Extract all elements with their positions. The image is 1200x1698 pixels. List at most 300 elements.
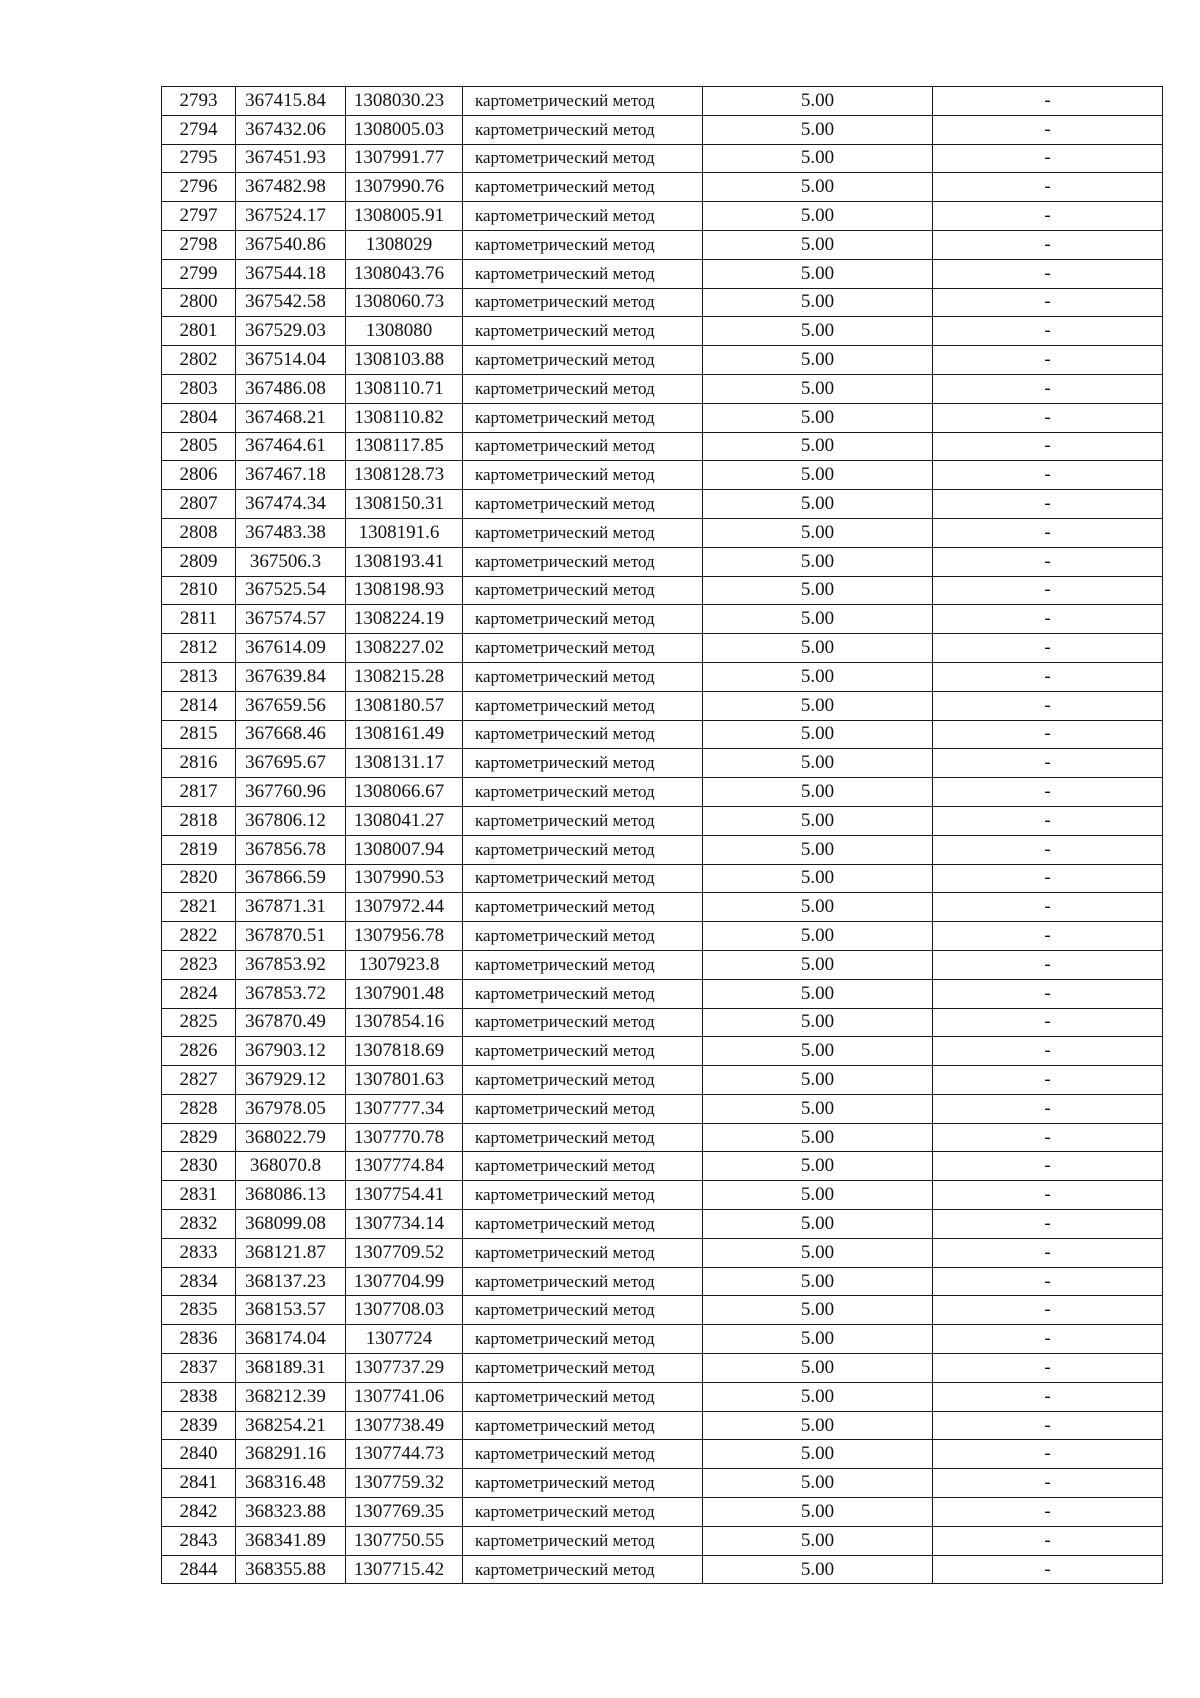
x-coordinate-cell: 367432.06 [236,115,346,144]
x-coordinate-cell: 367542.58 [236,288,346,317]
x-coordinate-cell: 368355.88 [236,1555,346,1584]
y-coordinate-cell: 1308030.23 [346,87,463,116]
x-coordinate-cell: 367659.56 [236,691,346,720]
table-row [162,317,1163,346]
x-coordinate-cell: 367524.17 [236,202,346,231]
y-coordinate-cell: 1307923.8 [346,950,463,979]
point-number-cell: 2812 [162,634,236,663]
point-number-cell: 2814 [162,691,236,720]
method-cell: картометрический метод [463,173,703,202]
description-cell: - [933,864,1163,893]
y-coordinate-cell: 1307777.34 [346,1094,463,1123]
accuracy-cell: 5.00 [703,1210,933,1239]
method-cell: картометрический метод [463,547,703,576]
point-number-cell: 2804 [162,403,236,432]
accuracy-cell: 5.00 [703,1037,933,1066]
x-coordinate-cell: 368086.13 [236,1181,346,1210]
x-coordinate-cell: 367486.08 [236,374,346,403]
x-coordinate-cell: 368153.57 [236,1296,346,1325]
description-cell: - [933,1325,1163,1354]
method-cell: картометрический метод [463,1037,703,1066]
point-number-cell: 2824 [162,979,236,1008]
table-row [162,490,1163,519]
point-number-cell: 2802 [162,346,236,375]
y-coordinate-cell: 1307972.44 [346,893,463,922]
y-coordinate-cell: 1308191.6 [346,518,463,547]
point-number-cell: 2836 [162,1325,236,1354]
table-row [162,1008,1163,1037]
point-number-cell: 2794 [162,115,236,144]
y-coordinate-cell: 1307704.99 [346,1267,463,1296]
accuracy-cell: 5.00 [703,432,933,461]
description-cell: - [933,230,1163,259]
table-row [162,1181,1163,1210]
accuracy-cell: 5.00 [703,87,933,116]
description-cell: - [933,662,1163,691]
point-number-cell: 2803 [162,374,236,403]
x-coordinate-cell: 367467.18 [236,461,346,490]
table-row [162,950,1163,979]
x-coordinate-cell: 368099.08 [236,1210,346,1239]
table-row [162,202,1163,231]
table-row [162,518,1163,547]
accuracy-cell: 5.00 [703,173,933,202]
method-cell: картометрический метод [463,374,703,403]
y-coordinate-cell: 1307709.52 [346,1238,463,1267]
description-cell: - [933,634,1163,663]
point-number-cell: 2828 [162,1094,236,1123]
x-coordinate-cell: 367806.12 [236,806,346,835]
table-row [162,230,1163,259]
description-cell: - [933,893,1163,922]
method-cell: картометрический метод [463,576,703,605]
x-coordinate-cell: 367574.57 [236,605,346,634]
description-cell: - [933,173,1163,202]
description-cell: - [933,317,1163,346]
accuracy-cell: 5.00 [703,634,933,663]
point-number-cell: 2796 [162,173,236,202]
table-row [162,1037,1163,1066]
accuracy-cell: 5.00 [703,576,933,605]
point-number-cell: 2844 [162,1555,236,1584]
y-coordinate-cell: 1307991.77 [346,144,463,173]
method-cell: картометрический метод [463,461,703,490]
accuracy-cell: 5.00 [703,1008,933,1037]
table-row [162,576,1163,605]
table-row [162,259,1163,288]
description-cell: - [933,547,1163,576]
x-coordinate-cell: 368254.21 [236,1411,346,1440]
table-row [162,1325,1163,1354]
description-cell: - [933,749,1163,778]
x-coordinate-cell: 367760.96 [236,778,346,807]
description-cell: - [933,374,1163,403]
x-coordinate-cell: 367866.59 [236,864,346,893]
method-cell: картометрический метод [463,893,703,922]
table-row [162,720,1163,749]
accuracy-cell: 5.00 [703,691,933,720]
y-coordinate-cell: 1307738.49 [346,1411,463,1440]
method-cell: картометрический метод [463,1094,703,1123]
accuracy-cell: 5.00 [703,1123,933,1152]
method-cell: картометрический метод [463,1382,703,1411]
accuracy-cell: 5.00 [703,1066,933,1095]
point-number-cell: 2822 [162,922,236,951]
description-cell: - [933,1440,1163,1469]
x-coordinate-cell: 368174.04 [236,1325,346,1354]
description-cell: - [933,576,1163,605]
accuracy-cell: 5.00 [703,778,933,807]
point-number-cell: 2810 [162,576,236,605]
point-number-cell: 2835 [162,1296,236,1325]
description-cell: - [933,1210,1163,1239]
x-coordinate-cell: 367468.21 [236,403,346,432]
y-coordinate-cell: 1307744.73 [346,1440,463,1469]
method-cell: картометрический метод [463,922,703,951]
x-coordinate-cell: 368341.89 [236,1526,346,1555]
method-cell: картометрический метод [463,346,703,375]
x-coordinate-cell: 367929.12 [236,1066,346,1095]
accuracy-cell: 5.00 [703,1325,933,1354]
accuracy-cell: 5.00 [703,144,933,173]
method-cell: картометрический метод [463,259,703,288]
x-coordinate-cell: 367506.3 [236,547,346,576]
accuracy-cell: 5.00 [703,518,933,547]
description-cell: - [933,518,1163,547]
x-coordinate-cell: 367853.92 [236,950,346,979]
accuracy-cell: 5.00 [703,1411,933,1440]
description-cell: - [933,115,1163,144]
point-number-cell: 2793 [162,87,236,116]
description-cell: - [933,979,1163,1008]
table-row [162,1152,1163,1181]
accuracy-cell: 5.00 [703,605,933,634]
table-row [162,1296,1163,1325]
coordinates-table [161,86,1163,1584]
accuracy-cell: 5.00 [703,979,933,1008]
description-cell: - [933,950,1163,979]
y-coordinate-cell: 1308110.82 [346,403,463,432]
x-coordinate-cell: 367464.61 [236,432,346,461]
accuracy-cell: 5.00 [703,317,933,346]
description-cell: - [933,1152,1163,1181]
accuracy-cell: 5.00 [703,1440,933,1469]
description-cell: - [933,346,1163,375]
point-number-cell: 2823 [162,950,236,979]
x-coordinate-cell: 367525.54 [236,576,346,605]
table-row [162,346,1163,375]
x-coordinate-cell: 368189.31 [236,1354,346,1383]
accuracy-cell: 5.00 [703,1267,933,1296]
y-coordinate-cell: 1307715.42 [346,1555,463,1584]
table-row [162,662,1163,691]
y-coordinate-cell: 1307724 [346,1325,463,1354]
table-row [162,1411,1163,1440]
y-coordinate-cell: 1307801.63 [346,1066,463,1095]
x-coordinate-cell: 368323.88 [236,1498,346,1527]
accuracy-cell: 5.00 [703,1555,933,1584]
y-coordinate-cell: 1307708.03 [346,1296,463,1325]
description-cell: - [933,1296,1163,1325]
method-cell: картометрический метод [463,1354,703,1383]
accuracy-cell: 5.00 [703,461,933,490]
point-number-cell: 2821 [162,893,236,922]
description-cell: - [933,605,1163,634]
accuracy-cell: 5.00 [703,922,933,951]
x-coordinate-cell: 367415.84 [236,87,346,116]
x-coordinate-cell: 368070.8 [236,1152,346,1181]
method-cell: картометрический метод [463,1123,703,1152]
method-cell: картометрический метод [463,1411,703,1440]
method-cell: картометрический метод [463,1555,703,1584]
y-coordinate-cell: 1307759.32 [346,1469,463,1498]
table-row [162,432,1163,461]
point-number-cell: 2834 [162,1267,236,1296]
point-number-cell: 2801 [162,317,236,346]
table-row [162,1354,1163,1383]
accuracy-cell: 5.00 [703,1469,933,1498]
point-number-cell: 2819 [162,835,236,864]
table-row [162,893,1163,922]
table-row [162,547,1163,576]
table-row [162,403,1163,432]
method-cell: картометрический метод [463,144,703,173]
x-coordinate-cell: 367870.49 [236,1008,346,1037]
description-cell: - [933,461,1163,490]
point-number-cell: 2829 [162,1123,236,1152]
method-cell: картометрический метод [463,1152,703,1181]
accuracy-cell: 5.00 [703,1238,933,1267]
description-cell: - [933,259,1163,288]
description-cell: - [933,1181,1163,1210]
accuracy-cell: 5.00 [703,1094,933,1123]
x-coordinate-cell: 368022.79 [236,1123,346,1152]
description-cell: - [933,778,1163,807]
method-cell: картометрический метод [463,403,703,432]
table-row [162,864,1163,893]
description-cell: - [933,922,1163,951]
method-cell: картометрический метод [463,1440,703,1469]
table-row [162,1267,1163,1296]
x-coordinate-cell: 367482.98 [236,173,346,202]
description-cell: - [933,1469,1163,1498]
description-cell: - [933,720,1163,749]
method-cell: картометрический метод [463,1210,703,1239]
y-coordinate-cell: 1308110.71 [346,374,463,403]
y-coordinate-cell: 1308161.49 [346,720,463,749]
y-coordinate-cell: 1308224.19 [346,605,463,634]
point-number-cell: 2830 [162,1152,236,1181]
y-coordinate-cell: 1307769.35 [346,1498,463,1527]
y-coordinate-cell: 1307737.29 [346,1354,463,1383]
table-row [162,115,1163,144]
x-coordinate-cell: 368212.39 [236,1382,346,1411]
table-row [162,778,1163,807]
point-number-cell: 2843 [162,1526,236,1555]
point-number-cell: 2841 [162,1469,236,1498]
y-coordinate-cell: 1307754.41 [346,1181,463,1210]
table-row [162,1094,1163,1123]
accuracy-cell: 5.00 [703,374,933,403]
table-row [162,1498,1163,1527]
description-cell: - [933,1526,1163,1555]
y-coordinate-cell: 1307990.53 [346,864,463,893]
point-number-cell: 2797 [162,202,236,231]
table-row [162,1555,1163,1584]
y-coordinate-cell: 1307770.78 [346,1123,463,1152]
description-cell: - [933,1238,1163,1267]
accuracy-cell: 5.00 [703,1181,933,1210]
x-coordinate-cell: 367544.18 [236,259,346,288]
table-row [162,1238,1163,1267]
y-coordinate-cell: 1307741.06 [346,1382,463,1411]
description-cell: - [933,432,1163,461]
method-cell: картометрический метод [463,720,703,749]
table-row [162,691,1163,720]
y-coordinate-cell: 1308150.31 [346,490,463,519]
table-row [162,1382,1163,1411]
coordinates-table-body [162,87,1163,1584]
y-coordinate-cell: 1307990.76 [346,173,463,202]
x-coordinate-cell: 368121.87 [236,1238,346,1267]
table-row [162,144,1163,173]
accuracy-cell: 5.00 [703,346,933,375]
method-cell: картометрический метод [463,518,703,547]
table-row [162,173,1163,202]
description-cell: - [933,1066,1163,1095]
point-number-cell: 2813 [162,662,236,691]
method-cell: картометрический метод [463,230,703,259]
table-row [162,1066,1163,1095]
y-coordinate-cell: 1308043.76 [346,259,463,288]
method-cell: картометрический метод [463,605,703,634]
table-row [162,374,1163,403]
accuracy-cell: 5.00 [703,230,933,259]
table-row [162,1123,1163,1152]
accuracy-cell: 5.00 [703,202,933,231]
x-coordinate-cell: 367483.38 [236,518,346,547]
y-coordinate-cell: 1308180.57 [346,691,463,720]
x-coordinate-cell: 368137.23 [236,1267,346,1296]
description-cell: - [933,835,1163,864]
method-cell: картометрический метод [463,662,703,691]
y-coordinate-cell: 1308005.91 [346,202,463,231]
y-coordinate-cell: 1308117.85 [346,432,463,461]
accuracy-cell: 5.00 [703,662,933,691]
table-row [162,634,1163,663]
description-cell: - [933,87,1163,116]
x-coordinate-cell: 367451.93 [236,144,346,173]
description-cell: - [933,144,1163,173]
accuracy-cell: 5.00 [703,547,933,576]
method-cell: картометрический метод [463,1008,703,1037]
x-coordinate-cell: 367871.31 [236,893,346,922]
accuracy-cell: 5.00 [703,1152,933,1181]
point-number-cell: 2798 [162,230,236,259]
accuracy-cell: 5.00 [703,1296,933,1325]
accuracy-cell: 5.00 [703,115,933,144]
description-cell: - [933,403,1163,432]
y-coordinate-cell: 1308198.93 [346,576,463,605]
method-cell: картометрический метод [463,1325,703,1354]
point-number-cell: 2807 [162,490,236,519]
point-number-cell: 2837 [162,1354,236,1383]
method-cell: картометрический метод [463,634,703,663]
accuracy-cell: 5.00 [703,950,933,979]
point-number-cell: 2831 [162,1181,236,1210]
description-cell: - [933,288,1163,317]
x-coordinate-cell: 367639.84 [236,662,346,691]
y-coordinate-cell: 1307818.69 [346,1037,463,1066]
table-row [162,605,1163,634]
accuracy-cell: 5.00 [703,259,933,288]
y-coordinate-cell: 1308041.27 [346,806,463,835]
method-cell: картометрический метод [463,835,703,864]
method-cell: картометрический метод [463,1469,703,1498]
point-number-cell: 2827 [162,1066,236,1095]
accuracy-cell: 5.00 [703,490,933,519]
point-number-cell: 2840 [162,1440,236,1469]
y-coordinate-cell: 1307774.84 [346,1152,463,1181]
table-row [162,806,1163,835]
point-number-cell: 2808 [162,518,236,547]
x-coordinate-cell: 367514.04 [236,346,346,375]
method-cell: картометрический метод [463,1498,703,1527]
point-number-cell: 2805 [162,432,236,461]
description-cell: - [933,490,1163,519]
x-coordinate-cell: 367903.12 [236,1037,346,1066]
y-coordinate-cell: 1307956.78 [346,922,463,951]
table-row [162,979,1163,1008]
method-cell: картометрический метод [463,778,703,807]
accuracy-cell: 5.00 [703,403,933,432]
x-coordinate-cell: 367978.05 [236,1094,346,1123]
method-cell: картометрический метод [463,1267,703,1296]
point-number-cell: 2832 [162,1210,236,1239]
table-row [162,1210,1163,1239]
y-coordinate-cell: 1308215.28 [346,662,463,691]
y-coordinate-cell: 1308007.94 [346,835,463,864]
description-cell: - [933,1354,1163,1383]
x-coordinate-cell: 368291.16 [236,1440,346,1469]
y-coordinate-cell: 1307734.14 [346,1210,463,1239]
description-cell: - [933,1411,1163,1440]
description-cell: - [933,1037,1163,1066]
point-number-cell: 2826 [162,1037,236,1066]
accuracy-cell: 5.00 [703,288,933,317]
point-number-cell: 2800 [162,288,236,317]
y-coordinate-cell: 1308029 [346,230,463,259]
description-cell: - [933,1382,1163,1411]
table-row [162,1440,1163,1469]
y-coordinate-cell: 1307901.48 [346,979,463,1008]
accuracy-cell: 5.00 [703,864,933,893]
accuracy-cell: 5.00 [703,1354,933,1383]
method-cell: картометрический метод [463,202,703,231]
table-row [162,749,1163,778]
y-coordinate-cell: 1308131.17 [346,749,463,778]
y-coordinate-cell: 1308066.67 [346,778,463,807]
description-cell: - [933,1555,1163,1584]
description-cell: - [933,806,1163,835]
y-coordinate-cell: 1308227.02 [346,634,463,663]
method-cell: картометрический метод [463,979,703,1008]
accuracy-cell: 5.00 [703,1526,933,1555]
method-cell: картометрический метод [463,1181,703,1210]
method-cell: картометрический метод [463,317,703,346]
description-cell: - [933,1123,1163,1152]
accuracy-cell: 5.00 [703,749,933,778]
